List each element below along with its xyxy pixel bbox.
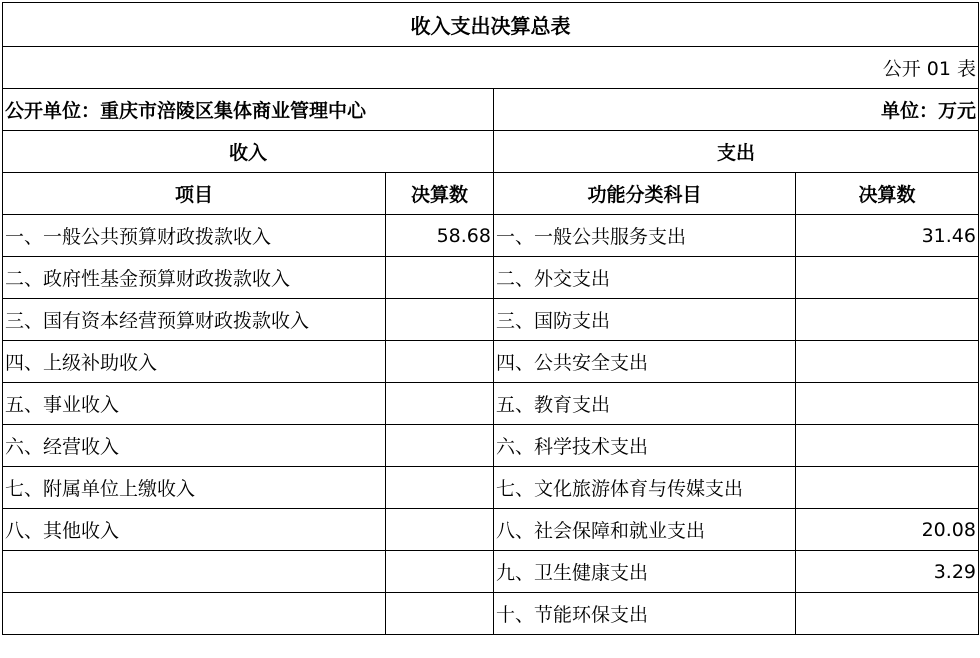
currency-label: 单位：万元 <box>494 89 979 131</box>
income-amount <box>386 299 494 341</box>
expense-item: 二、外交支出 <box>494 257 796 299</box>
unit-label: 公开单位：重庆市涪陵区集体商业管理中心 <box>3 89 494 131</box>
income-amount <box>386 257 494 299</box>
title-row <box>3 3 979 47</box>
table-title: 收入支出决算总表 <box>3 3 979 47</box>
income-item <box>3 551 386 593</box>
summary-table <box>2 2 979 635</box>
expense-item-header: 功能分类科目 <box>494 173 796 215</box>
form-no-row <box>3 47 979 89</box>
income-item: 八、其他收入 <box>3 509 386 551</box>
expense-amount: 3.29 <box>796 551 979 593</box>
expense-item: 八、社会保障和就业支出 <box>494 509 796 551</box>
expense-item: 四、公共安全支出 <box>494 341 796 383</box>
table-row <box>3 383 979 425</box>
table-row <box>3 551 979 593</box>
expense-item: 五、教育支出 <box>494 383 796 425</box>
table-row <box>3 509 979 551</box>
income-header: 收入 <box>3 131 494 173</box>
table-row <box>3 215 979 257</box>
income-amount <box>386 467 494 509</box>
table-row <box>3 593 979 635</box>
table-row <box>3 425 979 467</box>
expense-item: 七、文化旅游体育与传媒支出 <box>494 467 796 509</box>
expense-item: 六、科学技术支出 <box>494 425 796 467</box>
income-item-header: 项目 <box>3 173 386 215</box>
income-item: 六、经营收入 <box>3 425 386 467</box>
section-header-row <box>3 131 979 173</box>
expense-amount <box>796 383 979 425</box>
expense-item: 三、国防支出 <box>494 299 796 341</box>
table-row <box>3 299 979 341</box>
income-amount <box>386 425 494 467</box>
income-item: 二、政府性基金预算财政拨款收入 <box>3 257 386 299</box>
expense-amount-header: 决算数 <box>796 173 979 215</box>
expense-amount <box>796 593 979 635</box>
expense-item: 九、卫生健康支出 <box>494 551 796 593</box>
table-row <box>3 467 979 509</box>
unit-row <box>3 89 979 131</box>
table-row <box>3 257 979 299</box>
expense-amount <box>796 467 979 509</box>
expense-item: 十、节能环保支出 <box>494 593 796 635</box>
income-amount <box>386 551 494 593</box>
expense-amount: 31.46 <box>796 215 979 257</box>
expense-item: 一、一般公共服务支出 <box>494 215 796 257</box>
income-item: 五、事业收入 <box>3 383 386 425</box>
form-number: 公开 01 表 <box>3 47 979 89</box>
expense-amount <box>796 425 979 467</box>
expense-amount <box>796 299 979 341</box>
expense-amount <box>796 257 979 299</box>
income-amount <box>386 509 494 551</box>
income-amount: 58.68 <box>386 215 494 257</box>
income-amount-header: 决算数 <box>386 173 494 215</box>
income-amount <box>386 383 494 425</box>
income-item: 一、一般公共预算财政拨款收入 <box>3 215 386 257</box>
expense-amount: 20.08 <box>796 509 979 551</box>
income-amount <box>386 341 494 383</box>
expense-amount <box>796 341 979 383</box>
income-item: 三、国有资本经营预算财政拨款收入 <box>3 299 386 341</box>
income-item: 四、上级补助收入 <box>3 341 386 383</box>
column-header-row <box>3 173 979 215</box>
expense-header: 支出 <box>494 131 979 173</box>
income-item <box>3 593 386 635</box>
income-item: 七、附属单位上缴收入 <box>3 467 386 509</box>
table-row <box>3 341 979 383</box>
income-amount <box>386 593 494 635</box>
